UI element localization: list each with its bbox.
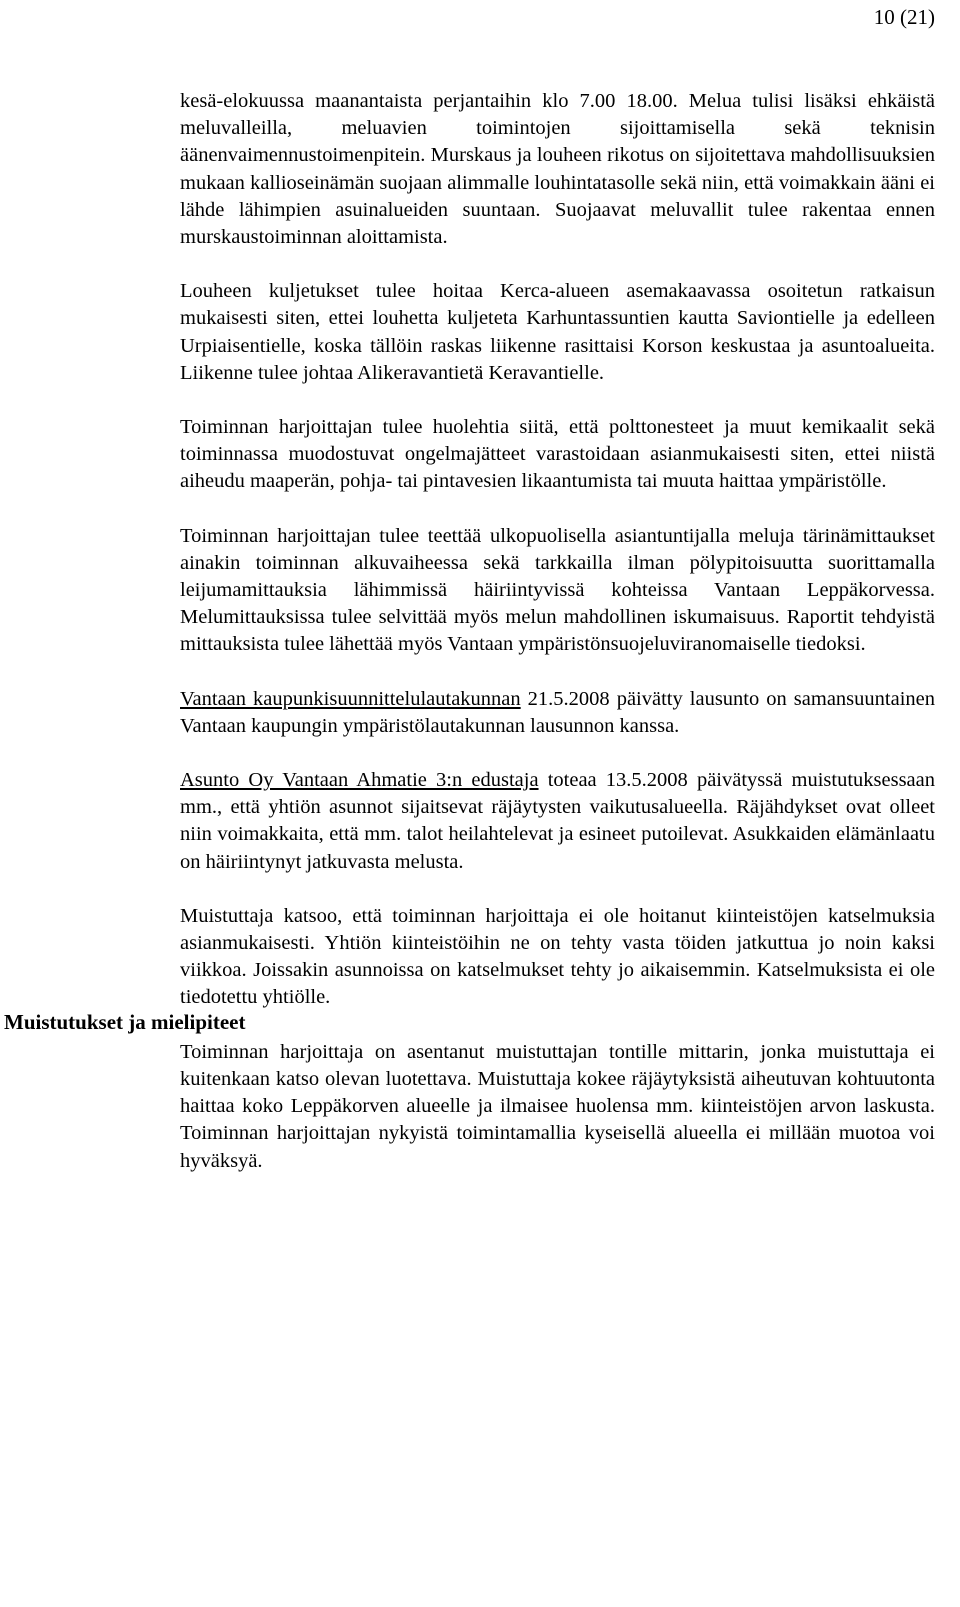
planning-board-name: Vantaan kaupunkisuunnittelulautakunnan <box>180 687 521 710</box>
objector-name: Asunto Oy Vantaan Ahmatie 3:n edustaja <box>180 769 539 792</box>
planning-board-text: 21.5.2008 päivätty lausunto on samansuuntainen Vantaan kaupungin ympäristölautakunnan lausunnon kanssa. <box>180 687 935 737</box>
page-number: 10 (21) <box>873 5 935 29</box>
paragraph-transport: Louheen kuljetukset tulee hoitaa Kerca-alueen asemakaavassa osoitetun ratkaisun mukaisesti siten, ettei louhetta kuljeteta Karhuntassuntien kautta Saviontielle ja edelleen Urpiaisentielle, koska tällöin raskas liikenne rasittaisi Korson keskustaa ja asuntoalueita. Liikenne tulee johtaa Alikeravantietä Keravantielle. <box>180 280 935 384</box>
paragraph-measurements: Toiminnan harjoittajan tulee teettää ulkopuolisella asiantuntijalla meluja tärinämittaukset ainakin toiminnan alkuvaiheessa sekä tarkkailla ilman pölypitoisuutta suorittamalla leijumamittauksia lähimmissä häiriintyvissä kohteissa Vantaan Leppäkorvessa. Melumittauksissa tulee selvittää myös melun mahdollinen iskumaisuus. Raportit tehdyistä mittauksista tulee lähettää myös Vantaan ympäristönsuojeluviranomaiselle tiedoksi. <box>180 524 935 656</box>
objection-text: toteaa 13.5.2008 päivätyssä muistutuksessaan mm., että yhtiön asunnot sijaitsevat räjäytysten vaikutusalueella. Räjähdykset ovat olleet niin voimakkaita, että mm. talot heilahtelevat ja esineet putoilevat. Asukkaiden elämänlaatu on häiriintynyt jatkuvasta melusta. <box>180 769 935 873</box>
paragraph-planning-board <box>180 686 935 740</box>
paragraph-inspections: Muistuttaja katsoo, että toiminnan harjoittaja ei ole hoitanut kiinteistöjen katselmuksia asianmukaisesti. Yhtiön kiinteistöihin ne on tehty vasta töiden jatkuttua jo noin kaksi viikkoa. Joissakin asunnoissa on katselmukset tehty jo aikaisemmin. Katselmuksista ei ole tiedotettu yhtiölle. <box>180 904 935 1009</box>
paragraph-objection-housing <box>180 767 935 876</box>
paragraph-noise-hours: kesä-elokuussa maanantaista perjantaihin klo 7.00 18.00. Melua tulisi lisäksi ehkäistä meluvalleilla, meluavien toimintojen sijoittamisella sekä teknisin äänenvaimennustoimenpitein. Murskaus ja louheen rikotus on sijoitettava mahdollisuuksien mukaan kallioseinämän suojaan alimmalle louhintatasolle sekä niin, että voimakkain ääni ei lähde lähimpien asuinalueiden suuntaan. Suojaavat meluvallit tulee rakentaa ennen murskaustoiminnan aloittamista. <box>180 90 935 249</box>
paragraph-chemicals: Toiminnan harjoittajan tulee huolehtia siitä, että polttonesteet ja muut kemikaalit sekä toiminnassa muodostuvat ongelmajätteet varastoidaan asianmukaisesti siten, ettei niistä aiheudu maaperän, pohja- tai pintavesien likaantumista tai muuta haittaa ympäristölle. <box>180 416 935 493</box>
paragraph-meter: Toiminnan harjoittaja on asentanut muistuttajan tontille mittarin, jonka muistuttaja ei kuitenkaan katso olevan luotettava. Muistuttaja kokee räjäytyksistä aiheutuvan kohtuutonta haittaa koko Leppäkorven alueelle ja ilmaisee huolensa mm. kiinteistöjen arvon laskusta. Toiminnan harjoittajan nykyistä toimintamallia kyseisellä alueella ei millään muotoa voi hyväksyä. <box>180 1040 935 1172</box>
section-heading-objections: Muistutukset ja mielipiteet <box>4 1010 246 1034</box>
document-body <box>180 88 935 1175</box>
